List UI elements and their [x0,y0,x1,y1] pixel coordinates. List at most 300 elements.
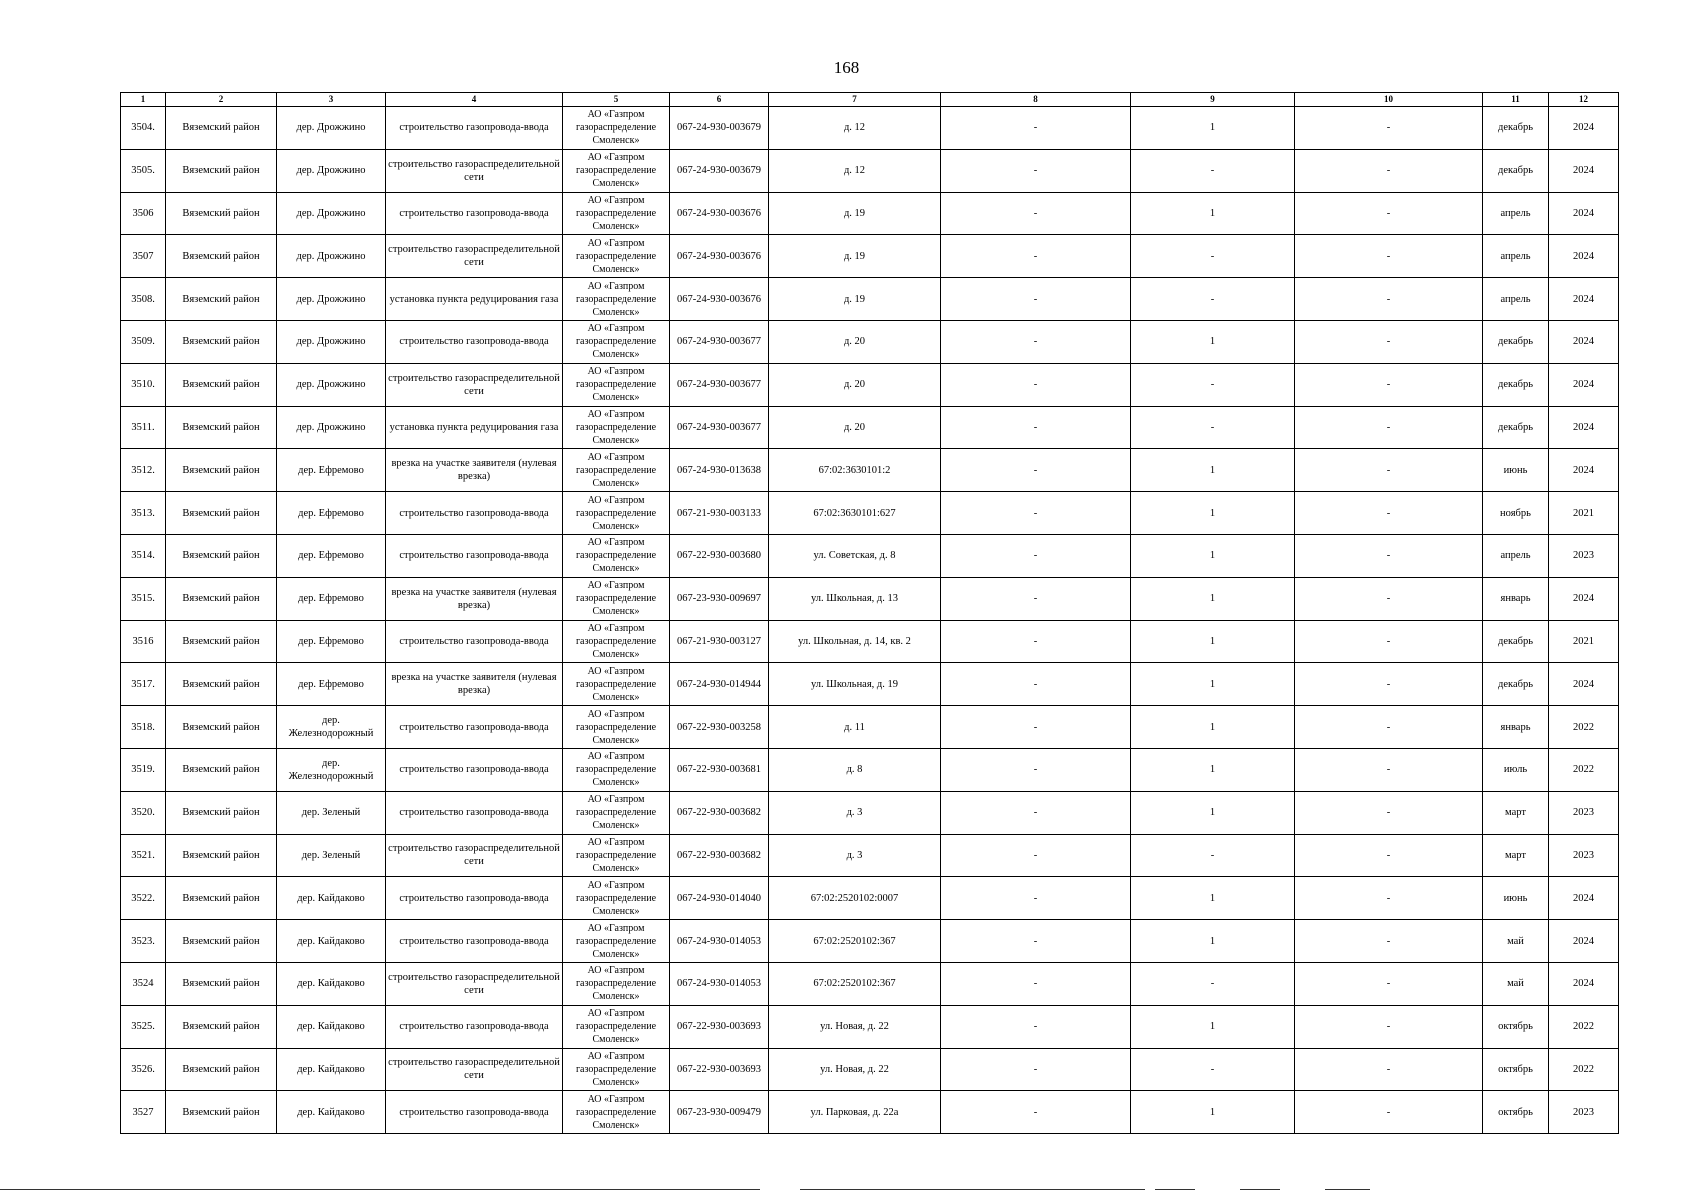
month-cell: декабрь [1483,107,1549,150]
month-cell: июль [1483,748,1549,791]
col-8-cell: - [941,406,1131,449]
table-row [121,920,1619,963]
footer-rule [1325,1189,1370,1190]
col-9-cell: 1 [1131,706,1295,749]
table-row [121,449,1619,492]
year-cell: 2024 [1549,877,1619,920]
district-cell: Вяземский район [166,620,277,663]
organization-cell: АО «Газпром газораспределение Смоленск» [563,534,670,577]
organization-cell: АО «Газпром газораспределение Смоленск» [563,192,670,235]
registry-code-cell: 067-24-930-003679 [670,107,769,150]
row-number-cell: 3510. [121,363,166,406]
organization-cell: АО «Газпром газораспределение Смоленск» [563,1091,670,1134]
address-cell: ул. Советская, д. 8 [769,534,941,577]
column-header: 10 [1295,93,1483,107]
registry-code-cell: 067-24-930-013638 [670,449,769,492]
col-8-cell: - [941,149,1131,192]
column-header: 5 [563,93,670,107]
settlement-cell: дер. Кайдаково [277,1048,386,1091]
col-10-cell: - [1295,449,1483,492]
address-cell: 67:02:3630101:2 [769,449,941,492]
table-row [121,620,1619,663]
registry-code-cell: 067-24-930-003676 [670,278,769,321]
work-type-cell: строительство газопровода-ввода [386,192,563,235]
organization-cell: АО «Газпром газораспределение Смоленск» [563,834,670,877]
col-8-cell: - [941,492,1131,535]
settlement-cell: дер. Железнодорожный [277,706,386,749]
work-type-cell: строительство газопровода-ввода [386,920,563,963]
registry-code-cell: 067-24-930-003677 [670,363,769,406]
row-number-cell: 3525. [121,1005,166,1048]
address-cell: ул. Парковая, д. 22а [769,1091,941,1134]
col-10-cell: - [1295,962,1483,1005]
registry-code-cell: 067-24-930-003676 [670,235,769,278]
month-cell: декабрь [1483,620,1549,663]
settlement-cell: дер. Кайдаково [277,962,386,1005]
row-number-cell: 3523. [121,920,166,963]
organization-cell: АО «Газпром газораспределение Смоленск» [563,406,670,449]
col-10-cell: - [1295,107,1483,150]
organization-cell: АО «Газпром газораспределение Смоленск» [563,492,670,535]
month-cell: апрель [1483,534,1549,577]
address-cell: ул. Новая, д. 22 [769,1048,941,1091]
col-9-cell: 1 [1131,1005,1295,1048]
registry-code-cell: 067-23-930-009697 [670,577,769,620]
col-10-cell: - [1295,1048,1483,1091]
month-cell: декабрь [1483,406,1549,449]
registry-code-cell: 067-22-930-003682 [670,834,769,877]
work-type-cell: врезка на участке заявителя (нулевая врезка) [386,577,563,620]
year-cell: 2024 [1549,320,1619,363]
settlement-cell: дер. Кайдаково [277,877,386,920]
column-header: 3 [277,93,386,107]
col-9-cell: 1 [1131,577,1295,620]
table-row [121,1005,1619,1048]
year-cell: 2023 [1549,791,1619,834]
col-8-cell: - [941,363,1131,406]
col-10-cell: - [1295,492,1483,535]
work-type-cell: строительство газопровода-ввода [386,1091,563,1134]
year-cell: 2024 [1549,663,1619,706]
col-8-cell: - [941,620,1131,663]
row-number-cell: 3518. [121,706,166,749]
organization-cell: АО «Газпром газораспределение Смоленск» [563,1005,670,1048]
organization-cell: АО «Газпром газораспределение Смоленск» [563,278,670,321]
table-row [121,748,1619,791]
year-cell: 2023 [1549,534,1619,577]
year-cell: 2022 [1549,1005,1619,1048]
registry-code-cell: 067-24-930-014944 [670,663,769,706]
settlement-cell: дер. Ефремово [277,620,386,663]
organization-cell: АО «Газпром газораспределение Смоленск» [563,149,670,192]
table-body [121,107,1619,1134]
table-row [121,363,1619,406]
col-9-cell: - [1131,1048,1295,1091]
table-row [121,1048,1619,1091]
row-number-cell: 3519. [121,748,166,791]
year-cell: 2024 [1549,363,1619,406]
table-row [121,278,1619,321]
month-cell: март [1483,791,1549,834]
settlement-cell: дер. Дрожжино [277,149,386,192]
district-cell: Вяземский район [166,406,277,449]
work-type-cell: строительство газораспределительной сети [386,235,563,278]
year-cell: 2022 [1549,706,1619,749]
address-cell: д. 11 [769,706,941,749]
work-type-cell: установка пункта редуцирования газа [386,406,563,449]
col-8-cell: - [941,235,1131,278]
row-number-cell: 3526. [121,1048,166,1091]
row-number-cell: 3508. [121,278,166,321]
organization-cell: АО «Газпром газораспределение Смоленск» [563,363,670,406]
col-8-cell: - [941,663,1131,706]
row-number-cell: 3515. [121,577,166,620]
row-number-cell: 3511. [121,406,166,449]
col-8-cell: - [941,834,1131,877]
address-cell: д. 12 [769,149,941,192]
col-9-cell: 1 [1131,1091,1295,1134]
settlement-cell: дер. Дрожжино [277,192,386,235]
year-cell: 2021 [1549,492,1619,535]
col-10-cell: - [1295,920,1483,963]
work-type-cell: врезка на участке заявителя (нулевая врезка) [386,449,563,492]
row-number-cell: 3507 [121,235,166,278]
organization-cell: АО «Газпром газораспределение Смоленск» [563,577,670,620]
month-cell: ноябрь [1483,492,1549,535]
district-cell: Вяземский район [166,363,277,406]
address-cell: д. 8 [769,748,941,791]
year-cell: 2023 [1549,1091,1619,1134]
organization-cell: АО «Газпром газораспределение Смоленск» [563,235,670,278]
table-row [121,577,1619,620]
month-cell: май [1483,920,1549,963]
column-header: 7 [769,93,941,107]
work-type-cell: строительство газораспределительной сети [386,834,563,877]
month-cell: март [1483,834,1549,877]
col-8-cell: - [941,534,1131,577]
month-cell: январь [1483,577,1549,620]
table-row [121,706,1619,749]
footer-rule [800,1189,1145,1190]
registry-table [120,92,1619,1134]
column-header: 1 [121,93,166,107]
col-8-cell: - [941,320,1131,363]
column-header: 8 [941,93,1131,107]
year-cell: 2024 [1549,577,1619,620]
district-cell: Вяземский район [166,320,277,363]
work-type-cell: врезка на участке заявителя (нулевая врезка) [386,663,563,706]
registry-code-cell: 067-24-930-014053 [670,920,769,963]
organization-cell: АО «Газпром газораспределение Смоленск» [563,1048,670,1091]
col-10-cell: - [1295,877,1483,920]
table-row [121,534,1619,577]
col-9-cell: 1 [1131,534,1295,577]
table-row [121,492,1619,535]
year-cell: 2024 [1549,192,1619,235]
year-cell: 2024 [1549,406,1619,449]
organization-cell: АО «Газпром газораспределение Смоленск» [563,877,670,920]
row-number-cell: 3516 [121,620,166,663]
table-row [121,192,1619,235]
district-cell: Вяземский район [166,663,277,706]
address-cell: ул. Школьная, д. 13 [769,577,941,620]
col-9-cell: - [1131,834,1295,877]
work-type-cell: строительство газопровода-ввода [386,620,563,663]
column-header: 12 [1549,93,1619,107]
year-cell: 2023 [1549,834,1619,877]
column-header: 2 [166,93,277,107]
col-8-cell: - [941,449,1131,492]
address-cell: 67:02:2520102:367 [769,920,941,963]
registry-code-cell: 067-24-930-014040 [670,877,769,920]
address-cell: ул. Школьная, д. 19 [769,663,941,706]
work-type-cell: строительство газораспределительной сети [386,149,563,192]
district-cell: Вяземский район [166,1048,277,1091]
col-8-cell: - [941,278,1131,321]
month-cell: октябрь [1483,1005,1549,1048]
settlement-cell: дер. Ефремово [277,534,386,577]
address-cell: д. 3 [769,834,941,877]
district-cell: Вяземский район [166,449,277,492]
col-10-cell: - [1295,192,1483,235]
col-10-cell: - [1295,278,1483,321]
address-cell: ул. Новая, д. 22 [769,1005,941,1048]
table-row [121,877,1619,920]
registry-code-cell: 067-23-930-009479 [670,1091,769,1134]
column-header: 11 [1483,93,1549,107]
col-9-cell: 1 [1131,107,1295,150]
row-number-cell: 3517. [121,663,166,706]
settlement-cell: дер. Ефремово [277,492,386,535]
column-header: 9 [1131,93,1295,107]
month-cell: апрель [1483,235,1549,278]
address-cell: д. 19 [769,278,941,321]
col-9-cell: 1 [1131,620,1295,663]
table-row [121,834,1619,877]
registry-code-cell: 067-22-930-003680 [670,534,769,577]
col-10-cell: - [1295,363,1483,406]
row-number-cell: 3513. [121,492,166,535]
col-9-cell: 1 [1131,449,1295,492]
work-type-cell: строительство газопровода-ввода [386,877,563,920]
organization-cell: АО «Газпром газораспределение Смоленск» [563,706,670,749]
organization-cell: АО «Газпром газораспределение Смоленск» [563,107,670,150]
registry-code-cell: 067-24-930-003676 [670,192,769,235]
col-10-cell: - [1295,791,1483,834]
registry-code-cell: 067-22-930-003693 [670,1005,769,1048]
row-number-cell: 3505. [121,149,166,192]
settlement-cell: дер. Железнодорожный [277,748,386,791]
district-cell: Вяземский район [166,962,277,1005]
settlement-cell: дер. Кайдаково [277,1091,386,1134]
settlement-cell: дер. Ефремово [277,577,386,620]
table-row [121,320,1619,363]
registry-code-cell: 067-24-930-014053 [670,962,769,1005]
settlement-cell: дер. Зеленый [277,791,386,834]
footer-rule [1155,1189,1195,1190]
settlement-cell: дер. Дрожжино [277,406,386,449]
row-number-cell: 3524 [121,962,166,1005]
month-cell: декабрь [1483,320,1549,363]
district-cell: Вяземский район [166,577,277,620]
col-8-cell: - [941,1048,1131,1091]
row-number-cell: 3504. [121,107,166,150]
col-10-cell: - [1295,663,1483,706]
address-cell: д. 19 [769,235,941,278]
col-8-cell: - [941,577,1131,620]
col-9-cell: 1 [1131,320,1295,363]
work-type-cell: установка пункта редуцирования газа [386,278,563,321]
month-cell: июнь [1483,877,1549,920]
col-10-cell: - [1295,1091,1483,1134]
settlement-cell: дер. Зеленый [277,834,386,877]
registry-code-cell: 067-22-930-003682 [670,791,769,834]
district-cell: Вяземский район [166,748,277,791]
organization-cell: АО «Газпром газораспределение Смоленск» [563,620,670,663]
table-row [121,663,1619,706]
col-10-cell: - [1295,706,1483,749]
col-10-cell: - [1295,320,1483,363]
registry-code-cell: 067-24-930-003679 [670,149,769,192]
settlement-cell: дер. Кайдаково [277,1005,386,1048]
district-cell: Вяземский район [166,492,277,535]
col-8-cell: - [941,107,1131,150]
col-10-cell: - [1295,149,1483,192]
organization-cell: АО «Газпром газораспределение Смоленск» [563,962,670,1005]
col-9-cell: 1 [1131,492,1295,535]
work-type-cell: строительство газопровода-ввода [386,1005,563,1048]
month-cell: апрель [1483,192,1549,235]
year-cell: 2024 [1549,920,1619,963]
table-row [121,791,1619,834]
district-cell: Вяземский район [166,192,277,235]
row-number-cell: 3506 [121,192,166,235]
footer-rule [1240,1189,1280,1190]
col-10-cell: - [1295,235,1483,278]
district-cell: Вяземский район [166,149,277,192]
work-type-cell: строительство газопровода-ввода [386,320,563,363]
settlement-cell: дер. Дрожжино [277,278,386,321]
month-cell: октябрь [1483,1048,1549,1091]
organization-cell: АО «Газпром газораспределение Смоленск» [563,748,670,791]
organization-cell: АО «Газпром газораспределение Смоленск» [563,791,670,834]
year-cell: 2021 [1549,620,1619,663]
district-cell: Вяземский район [166,791,277,834]
registry-code-cell: 067-21-930-003127 [670,620,769,663]
col-9-cell: - [1131,278,1295,321]
address-cell: д. 20 [769,406,941,449]
col-9-cell: 1 [1131,663,1295,706]
page-number: 168 [833,58,860,77]
settlement-cell: дер. Кайдаково [277,920,386,963]
header-row [121,93,1619,107]
address-cell: ул. Школьная, д. 14, кв. 2 [769,620,941,663]
work-type-cell: строительство газораспределительной сети [386,1048,563,1091]
organization-cell: АО «Газпром газораспределение Смоленск» [563,449,670,492]
year-cell: 2024 [1549,235,1619,278]
registry-code-cell: 067-22-930-003681 [670,748,769,791]
organization-cell: АО «Газпром газораспределение Смоленск» [563,920,670,963]
work-type-cell: строительство газораспределительной сети [386,962,563,1005]
year-cell: 2024 [1549,962,1619,1005]
col-8-cell: - [941,962,1131,1005]
col-8-cell: - [941,1005,1131,1048]
work-type-cell: строительство газораспределительной сети [386,363,563,406]
row-number-cell: 3527 [121,1091,166,1134]
settlement-cell: дер. Дрожжино [277,235,386,278]
row-number-cell: 3520. [121,791,166,834]
registry-code-cell: 067-22-930-003258 [670,706,769,749]
work-type-cell: строительство газопровода-ввода [386,492,563,535]
registry-code-cell: 067-24-930-003677 [670,320,769,363]
col-9-cell: - [1131,363,1295,406]
organization-cell: АО «Газпром газораспределение Смоленск» [563,663,670,706]
col-9-cell: 1 [1131,791,1295,834]
district-cell: Вяземский район [166,1005,277,1048]
month-cell: декабрь [1483,663,1549,706]
col-9-cell: - [1131,406,1295,449]
table-row [121,1091,1619,1134]
col-9-cell: 1 [1131,192,1295,235]
address-cell: д. 20 [769,363,941,406]
year-cell: 2022 [1549,1048,1619,1091]
work-type-cell: строительство газопровода-ввода [386,791,563,834]
work-type-cell: строительство газопровода-ввода [386,107,563,150]
address-cell: 67:02:2520102:0007 [769,877,941,920]
month-cell: июнь [1483,449,1549,492]
col-8-cell: - [941,877,1131,920]
col-9-cell: - [1131,149,1295,192]
district-cell: Вяземский район [166,877,277,920]
row-number-cell: 3522. [121,877,166,920]
month-cell: апрель [1483,278,1549,321]
district-cell: Вяземский район [166,920,277,963]
work-type-cell: строительство газопровода-ввода [386,534,563,577]
month-cell: декабрь [1483,149,1549,192]
organization-cell: АО «Газпром газораспределение Смоленск» [563,320,670,363]
district-cell: Вяземский район [166,534,277,577]
row-number-cell: 3521. [121,834,166,877]
district-cell: Вяземский район [166,235,277,278]
col-8-cell: - [941,920,1131,963]
work-type-cell: строительство газопровода-ввода [386,706,563,749]
col-10-cell: - [1295,1005,1483,1048]
year-cell: 2024 [1549,107,1619,150]
month-cell: декабрь [1483,363,1549,406]
col-10-cell: - [1295,577,1483,620]
registry-code-cell: 067-22-930-003693 [670,1048,769,1091]
district-cell: Вяземский район [166,1091,277,1134]
district-cell: Вяземский район [166,107,277,150]
district-cell: Вяземский район [166,706,277,749]
col-8-cell: - [941,706,1131,749]
col-8-cell: - [941,192,1131,235]
column-header: 4 [386,93,563,107]
registry-code-cell: 067-24-930-003677 [670,406,769,449]
settlement-cell: дер. Дрожжино [277,107,386,150]
table-row [121,149,1619,192]
address-cell: 67:02:3630101:627 [769,492,941,535]
col-10-cell: - [1295,534,1483,577]
row-number-cell: 3514. [121,534,166,577]
registry-code-cell: 067-21-930-003133 [670,492,769,535]
work-type-cell: строительство газопровода-ввода [386,748,563,791]
year-cell: 2024 [1549,149,1619,192]
col-10-cell: - [1295,406,1483,449]
year-cell: 2022 [1549,748,1619,791]
settlement-cell: дер. Дрожжино [277,320,386,363]
district-cell: Вяземский район [166,834,277,877]
